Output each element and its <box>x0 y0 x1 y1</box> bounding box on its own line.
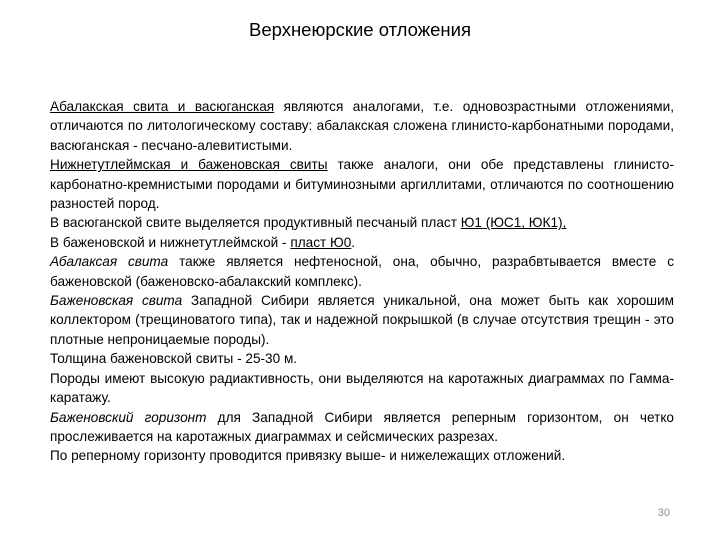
paragraph-radioactivity <box>50 369 674 408</box>
paragraph-text: Породы имеют высокую радиактивность, они выделяются на каротажных диаграммах по Гамма-каратажу. <box>50 370 674 406</box>
paragraph-layer-u0 <box>50 233 674 252</box>
paragraph-tail: . <box>351 234 356 250</box>
slide-body <box>50 97 674 466</box>
term-abalak-suite: Абалаксая свита <box>50 254 169 270</box>
paragraph-text: По реперному горизонту проводится привязку выше- и нижележащих отложений. <box>50 448 566 464</box>
term-bazhenov-suite: Баженовская свита <box>50 293 183 309</box>
paragraph-text: Западной Сибири является уникальной, она может быть как хорошим коллектором (трещиноватого типа), так и надежной покрышкой (в случае отсутствия трещин - это плотные непроницаемые породы). <box>50 293 675 347</box>
slide-title: Верхнеюрские отложения <box>249 19 471 40</box>
paragraph-text: Толщина баженовской свиты - 25-30 м. <box>50 351 298 367</box>
term-layer-u1: Ю1 (ЮС1, ЮК1), <box>460 215 567 231</box>
paragraph-reference-binding <box>50 446 674 465</box>
term-nizhnetutleym-bazhenov: Нижнетутлеймская и баженовская свиты <box>50 157 328 173</box>
paragraph-text: В баженовской и нижнетутлеймской - <box>50 234 291 250</box>
paragraph-layer-u1 <box>50 213 674 232</box>
paragraph-nizhnetutleym-bazhenov <box>50 155 674 213</box>
paragraph-thickness <box>50 349 674 368</box>
paragraph-text: для Западной Сибири является реперным горизонтом, он четко прослеживается на каротажных диаграммах и сейсмических разрезах. <box>50 409 674 444</box>
paragraph-abalak-vasyugan <box>50 97 674 155</box>
term-abalak-vasyugan: Абалакская свита и васюганская <box>50 99 275 114</box>
term-bazhenov-horizon: Баженовский горизонт <box>50 409 207 425</box>
paragraph-bazhenov-horizon <box>50 408 674 447</box>
paragraph-text: являются аналогами, т.е. одновозрастными отложениями, отличаются по литологическому составу: абалакская сложена глинисто-карбонатными породами, васюганская - песчано-алевитистыми. <box>50 99 674 153</box>
paragraph-text: также аналоги, они обе представлены глинисто-карбонатно-кремнистыми породами и битуминозными аргиллитами, отличаются по соотношению разностей пород. <box>50 157 674 212</box>
paragraph-bazhenov-unique <box>50 291 674 349</box>
term-layer-u0: пласт Ю0 <box>290 234 352 250</box>
paragraph-text: В васюганской свите выделяется продуктивный песчаный пласт <box>50 215 461 231</box>
paragraph-abalak-oil <box>50 252 674 291</box>
page-number: 30 <box>657 507 670 519</box>
paragraph-text: также является нефтеносной, она, обычно, разрабвтывается вместе с баженовской (баженовско-абалакский комплекс). <box>50 254 675 289</box>
